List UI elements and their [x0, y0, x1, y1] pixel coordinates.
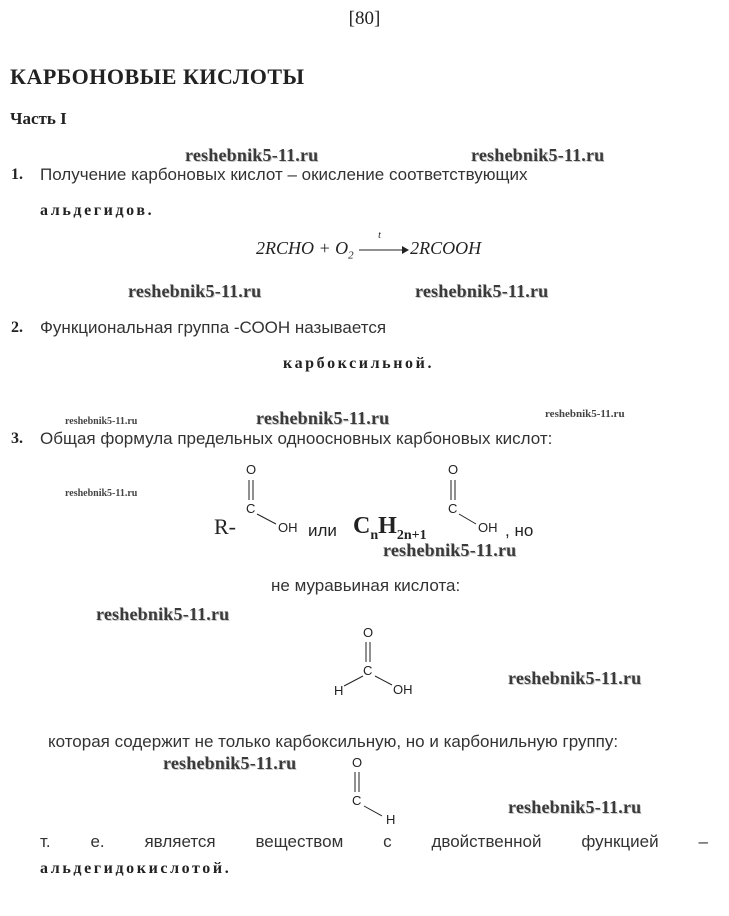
atom-h: H — [334, 683, 344, 698]
page-title: КАРБОНОВЫЕ КИСЛОТЫ — [10, 64, 305, 89]
formula-c: C — [353, 513, 371, 539]
formic-acid-structure — [326, 622, 426, 702]
atom-o: O — [246, 462, 257, 477]
carboxyl-structure — [440, 458, 508, 538]
part-heading: Часть I — [10, 109, 67, 128]
watermark-small: reshebnik5-11.ru — [545, 408, 625, 420]
r-label: R- — [214, 514, 236, 539]
formula-h-sub: 2n+1 — [396, 527, 427, 543]
watermark: reshebnik5-11.ru — [383, 540, 517, 560]
watermark: reshebnik5-11.ru — [508, 668, 642, 688]
watermark: reshebnik5-11.ru — [163, 753, 297, 773]
atom-c: C — [246, 501, 256, 516]
conclusion-word: с — [383, 832, 392, 851]
not-formic-text: не муравьиная кислота: — [271, 576, 461, 595]
reaction-equation — [256, 229, 482, 262]
atom-h: H — [386, 812, 396, 827]
item-text: Функциональная группа -СООН называется — [40, 318, 387, 337]
item-number: 2. — [11, 319, 23, 336]
item-number: 1. — [11, 166, 23, 183]
item-number: 3. — [11, 430, 23, 447]
page-number: [80] — [348, 8, 381, 29]
arrow-icon — [358, 243, 410, 257]
atom-o: O — [352, 755, 363, 770]
reaction-arrow — [358, 229, 410, 257]
atom-oh: OH — [393, 682, 413, 697]
item-text: Получение карбоновых кислот – окисление соответствующих — [40, 165, 528, 184]
watermark: reshebnik5-11.ru — [415, 281, 549, 301]
carboxyl-structure — [238, 458, 308, 538]
item-answer: карбоксильной. — [283, 355, 435, 372]
item-answer: альдегидов. — [40, 202, 155, 219]
atom-oh: OH — [478, 520, 498, 535]
watermark: reshebnik5-11.ru — [185, 145, 319, 165]
watermark: reshebnik5-11.ru — [471, 145, 605, 165]
atom-c: C — [352, 793, 362, 808]
arrow-label: t — [378, 229, 381, 241]
equation-rhs: 2RCOOH — [410, 238, 482, 258]
but-text: , но — [505, 521, 534, 540]
watermark-small: reshebnik5-11.ru — [65, 488, 138, 499]
conclusion-word: – — [698, 832, 708, 851]
atom-o: O — [448, 462, 459, 477]
atom-c: C — [448, 501, 458, 516]
which-contains-text: которая содержит не только карбоксильную, но и карбонильную группу: — [48, 732, 619, 751]
conclusion-line — [40, 832, 708, 852]
atom-oh: OH — [278, 520, 298, 535]
watermark: reshebnik5-11.ru — [508, 797, 642, 817]
watermark: reshebnik5-11.ru — [128, 281, 262, 301]
item-text: Общая формула предельных одноосновных карбоновых кислот: — [40, 429, 553, 448]
conclusion-word: веществом — [255, 832, 344, 851]
conclusion-word: т. — [40, 832, 51, 851]
conclusion-answer: альдегидокислотой. — [40, 860, 232, 877]
conclusion-word: двойственной — [431, 832, 542, 851]
watermark: reshebnik5-11.ru — [256, 408, 390, 428]
atom-c: C — [363, 663, 373, 678]
formula-h: H — [378, 513, 397, 539]
equation-subscript: 2 — [348, 249, 354, 262]
formula-c-sub: n — [370, 527, 379, 543]
or-text: или — [308, 521, 337, 540]
atom-o: O — [363, 625, 374, 640]
conclusion-word: является — [144, 832, 216, 851]
equation-lhs: 2RCHO + O — [256, 238, 349, 258]
conclusion-word: е. — [90, 832, 105, 851]
conclusion-word: функцией — [581, 832, 659, 851]
carbonyl-structure — [344, 752, 414, 828]
watermark-small: reshebnik5-11.ru — [65, 416, 138, 427]
watermark: reshebnik5-11.ru — [96, 604, 230, 624]
general-formula — [353, 513, 427, 544]
